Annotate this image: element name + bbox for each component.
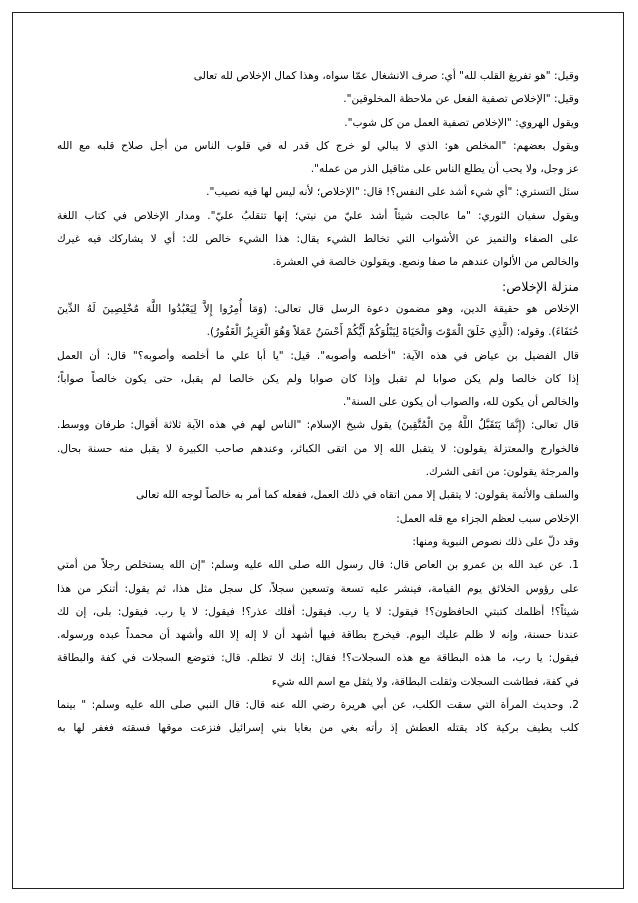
text-line: والمرجئة يقولون: من اتقى الشرك. [425,466,579,479]
text-line: والسلف والأئمة يقولون: لا يتقبل إلا ممن اتقاه في ذلك العمل، ففعله كما أمر به خالصاً لوجه الله تعالى [135,489,579,502]
text-line: وقيل: "هو تفريغ القلب لله" أي: صرف الانشغال عمّا سواه، وهذا كمال الإخلاص لله تعالى [193,70,579,82]
text-line: فيقول: يا رب، ما هذه البطاقة مع هذه السجلات؟! فقال: إنك لا تظلم. قال: فتوضع السجلات في كفة والبطاقة [57,652,579,665]
text-line: عندنا حسنة، وإنه لا ظلم عليك اليوم. فيخرج بطاقة فيها أشهد أن لا إله إلا الله وأشهد أن محمداً عبده ورسوله. [57,629,579,642]
text-line: فالخوارج والمعتزلة يقولون: لا يتقبل الله إلا من اتقى الكبائر، وعندهم صاحب الكبيرة لا يقبل منه حسنة بحال. [57,442,579,455]
text-line: والخالص من الألوان عندهم ما صفا ونصع. ويقولون خالصة في العشرة. [272,256,579,269]
text-line: عز وجل، ولا يحب أن يطلع الناس على مثاقيل الذر من عمله". [310,163,579,176]
page-frame [12,12,624,889]
document-body [57,65,579,741]
text-line: وقد دلّ على ذلك نصوص النبوية ومنها: [412,535,579,548]
text-line: على الصفاء والتميز عن الأشواب التي تخالط الشيء يقال: هذا الشيء خالص لك: أي لا يشاركك فيه غيرك [57,233,579,246]
text-line: حُنَفَاءَ). وقوله: (الَّذِي خَلَقَ الْمَوْتَ وَالْحَيَاةَ لِيَبْلُوَكُمْ أَيُّكُمْ أَحْسَنُ عَمَلاً وَهُوَ الْعَزِيزُ الْغَفُورُ). [206,326,579,339]
text-line: سئل التستري: "أي شيء أشد على النفس؟! قال: "الإخلاص؛ لأنه ليس لها فيه نصيب". [206,186,579,199]
text-line: والخالص أن يكون لله، والصواب أن يكون على السنة". [342,396,579,409]
text-line: الإخلاص هو حقيقة الدين، وهو مضمون دعوة الرسل قال تعالى: (وَمَا أُمِرُوا إِلاَّ لِيَعْبُدُوا اللَّهَ مُخْلِصِينَ لَهُ الدِّينَ [57,302,579,315]
text-line: شيئاً؟! أظلمك كتبتي الحافظون؟! فيقول: لا يا رب. فيقول: أفلك عذر؟! فيقول: لا يا رب. فيقول: بلى، إن لك [57,605,579,618]
text-line: في كفة، فطاشت السجلات وثقلت البطاقة، ولا يثقل مع اسم الله شيء [271,675,579,688]
text-line: 1. عن عبد الله بن عمرو بن العاص قال: قال رسول الله صلى الله عليه وسلم: "إن الله يستخلص رجلاً من أمتي [57,559,579,572]
text-line: ويقول بعضهم: "المخلص هو: الذي لا يبالي لو خرج كل قدر له في قلوب الناس من أجل صلاح قلبه مع الله [57,139,579,152]
text-line: إذا كان خالصا ولم يكن صوابا لم تقبل وإذا كان صوابا ولم يكن خالصا لم يقبل، حتى يكون خالصاً صواباً؛ [57,372,579,385]
text-line: ويقول الهروي: "الإخلاص تصفية العمل من كل شوب". [344,116,579,129]
text-line: ويقول سفيان الثوري: "ما عالجت شيئاً أشد عليّ من نيتي؛ إنها تتقلبُ عليّ". ومدار الإخلاص في كتاب اللغة [57,209,579,222]
text-line: قال الفضيل بن عياض في هذه الآية: "أخلصه وأصوبه". قيل: "يا أبا علي ما أخلصه وأصوبه؟" قال: أن العمل [57,349,579,362]
text-line: على رؤوس الخلائق يوم القيامة، فينشر عليه تسعة وتسعين سجلاً، كل سجل مثل هذا، ثم يقول: أتنكر من هذا [57,582,579,595]
text-line: وقيل: "الإخلاص تصفية الفعل عن ملاحظة المخلوقين". [343,93,579,106]
text-line: كلب يطيف بركية كاد يقتله العطش إذ رأته بغي من بغايا بني إسرائيل فنزعت موقها فسقته فغفر لها به [57,722,579,735]
text-line: قال تعالى: (إِنَّمَا يَتَقَبَّلُ اللَّهُ مِنَ الْمُتَّقِينَ) يقول شيخ الإسلام: "الناس لهم في هذه الآية ثلاثة أقوال: طرفان ووسط. [57,419,579,432]
text-line: الإخلاص سبب لعظم الجزاء مع قله العمل: [396,512,579,525]
section-heading: منزلة الإخلاص: [502,278,579,294]
text-line: 2. وحديث المرأة التي سقت الكلب، عن أبي هريرة رضي الله عنه قال: قال النبي صلى الله عليه وسلم: " بينما [57,699,579,712]
